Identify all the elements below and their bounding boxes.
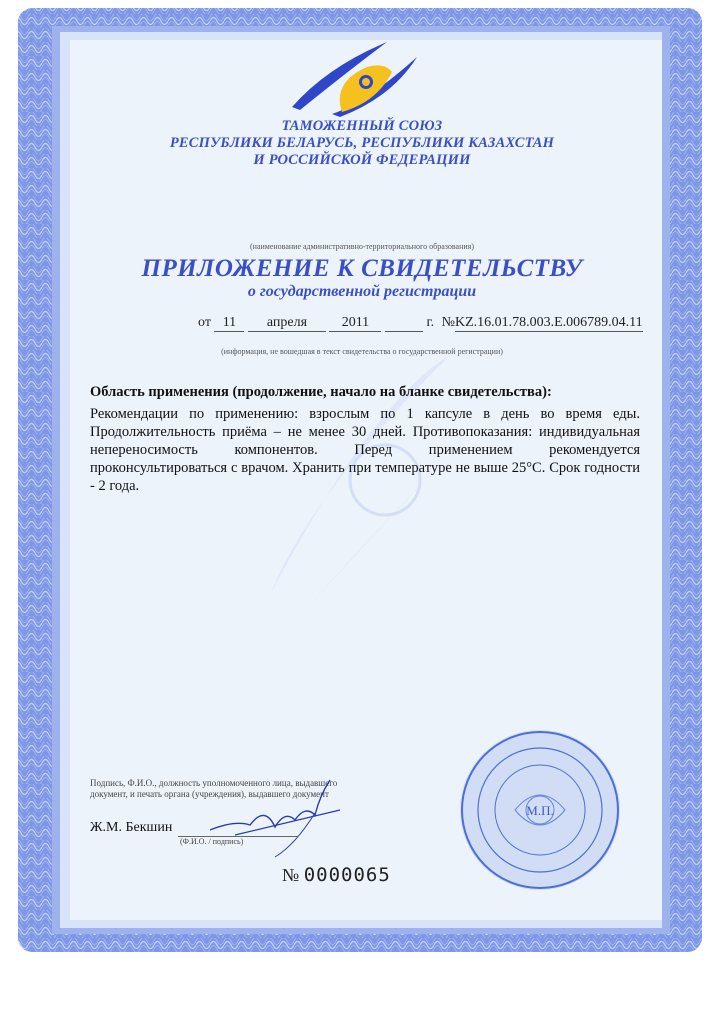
union-line-1: ТАМОЖЕННЫЙ СОЮЗ [281, 118, 443, 134]
form-number-label: № [282, 865, 300, 885]
signature-note: Подпись, Ф.И.О., должность уполномоченного лица, выдавшего документ, и печать органа (учреждения), выдавшего документ [90, 778, 338, 799]
union-line-3: И РОССИЙСКОЙ ФЕДЕРАЦИИ [253, 152, 471, 168]
document-subtitle: о государственной регистрации [247, 283, 477, 300]
info-note: (информация, не вошедшая в текст свидетельства о государственной регистрации) [221, 347, 503, 356]
date-blank [385, 315, 423, 332]
section-body: Рекомендации по применению: взрослым по 1 капсуле в день во время еды. Продолжительность приёма – не менее 30 дней. Противопоказания: индивидуальная непереносимость компонентов. Перед применением рекомендуется проконсультироваться с врачом. Хранить при температуре не выше 25°С. Срок годности - 2 года. [90, 406, 640, 494]
date-month: апреля [248, 315, 326, 332]
signer-name: Ж.М. Бекшин [90, 820, 173, 835]
date-year: 2011 [329, 315, 381, 332]
date-suffix: г. [426, 315, 435, 330]
registration-number: KZ.16.01.78.003.E.006789.04.11 [454, 315, 643, 330]
document-title: ПРИЛОЖЕНИЕ К СВИДЕТЕЛЬСТВУ [141, 255, 583, 282]
official-stamp-icon [455, 725, 625, 895]
stamp-center-text: М.П. [526, 803, 554, 818]
admin-note: (наименование административно-территориального образования) [249, 242, 474, 251]
date-line [198, 315, 643, 332]
customs-union-logo-icon [292, 42, 422, 117]
form-number-value: 0000065 [303, 864, 391, 886]
registration-number-label: № [441, 315, 455, 330]
signer-caption: (Ф.И.О. / подпись) [180, 837, 244, 846]
date-prefix: от [198, 315, 211, 330]
union-line-2: РЕСПУБЛИКИ БЕЛАРУСЬ, РЕСПУБЛИКИ КАЗАХСТАН [169, 135, 555, 151]
handwritten-signature-icon [205, 775, 345, 860]
section-heading: Область применения (продолжение, начало на бланке свидетельства): [90, 384, 552, 400]
date-day: 11 [214, 315, 244, 332]
union-header [0, 118, 724, 169]
form-number [282, 864, 391, 886]
